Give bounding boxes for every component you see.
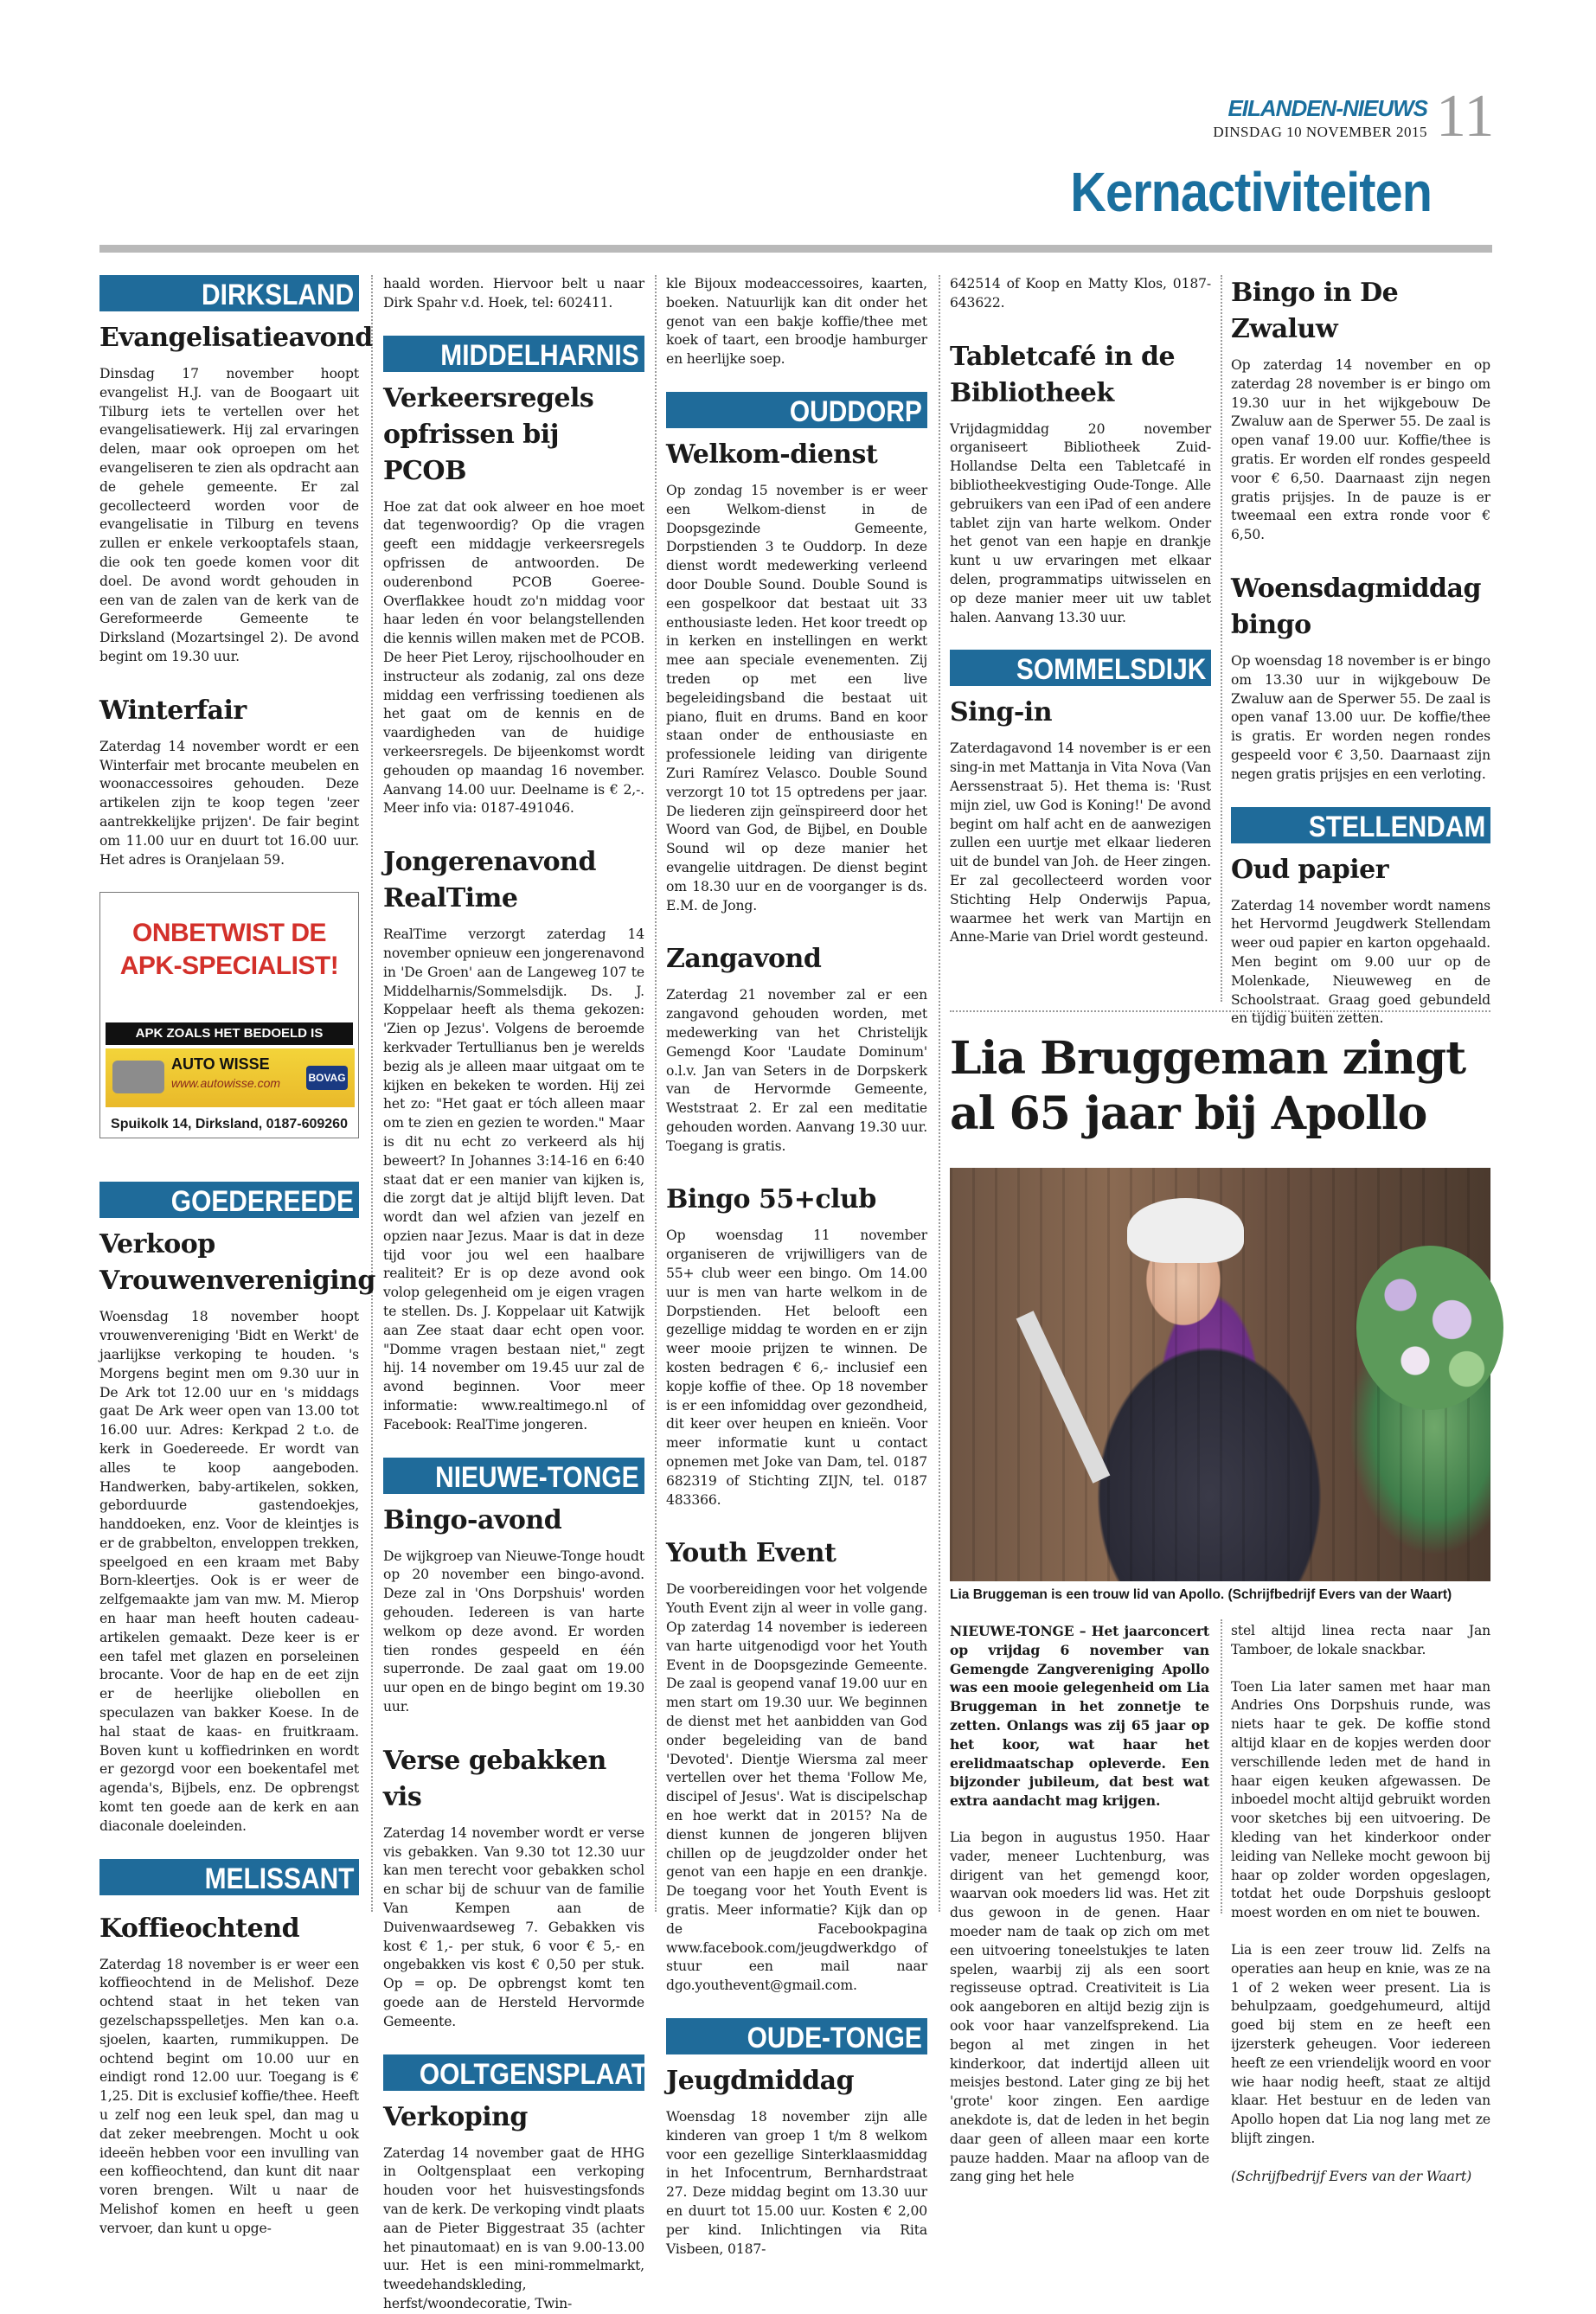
- feature-paragraph: Lia is een zeer trouw lid. Zelfs na operaties aan heup en knie, was ze na 1 of 2 weken weer present. Lia is behulpzaam, goedgehumeurd, altijd goed bij stem en ze heeft een ijzersterk geheugen. Voor iedereen heeft ze een vriendelijk woord en voor wie haar nodig heeft, staat ze altijd klaar. Het bestuur en de leden van Apollo hopen dat Lia nog lang met ze blijft zingen.: [1231, 1941, 1490, 2146]
- article-body: Zaterdag 21 november zal er een zangavond gehouden worden, met medewerking van het Christelijk Gemengd Koor 'Laudate Dominum' o.l.v. Jan van Seters in de Dorpskerk van de Hervormde Gemeente, Weststraat 2. Er zal een meditatie gehouden worden. Aanvang 19.30 uur. Toegang is gratis.: [666, 987, 927, 1154]
- ad-url: www.autowisse.com: [171, 1076, 281, 1091]
- article-body: Vrijdagmiddag 20 november organiseert Bibliotheek Zuid-Hollandse Delta een Tabletcafé in bibliotheekvestiging Oude-Tonge. Alle gebruikers van een iPad of een andere tablet zijn van harte welkom. Onder het genot van een hapje en drankje kunt u uw ervaringen met elkaar delen, programmatips uitwisselen en op deze manier meer uit uw tablet halen. Aanvang 13.30 uur.: [950, 420, 1211, 625]
- article-body: Op zondag 15 november is er weer een Welkom-dienst in de Doopsgezinde Gemeente, Dorpstienden 3 te Ouddorp. In deze dienst wordt medewerking verleend door Double Sound. Double Sound is een gospelkoor dat bestaat uit 33 enthousiaste leden. Het koor treedt op in kerken en instellingen en werkt mee aan speciale evenementen. Zij treden op met een live begeleidingsband die bestaat uit piano, fluit en drums. Band en koor staan onder de enthousiaste en professionele leiding van dirigente Zuri Ramírez Velasco. Double Sound verzorgt 10 tot 15 optredens per jaar. De liederen zijn geïnspireerd door het Woord van God, de Bijbel, en Double Sound wil op deze manier het evangelie uitdragen. De dienst begint om 18.30 uur en de voorganger is ds. E.M. de Jong.: [666, 482, 927, 913]
- article-body: Woensdag 18 november zijn alle kinderen van groep 1 t/m 8 welkom voor een gezellige Sinterklaasmiddag in het Infocentrum, Bernhardstraat 27. Deze middag begint om 13.30 uur en duurt tot 15.00 uur. Kosten € 2,00 per kind. Inlichtingen via Rita Visbeen, 0187-: [666, 2108, 927, 2257]
- feature-credit: (Schrijfbedrijf Evers van der Waart): [1231, 2168, 1472, 2184]
- masthead: [1151, 95, 1427, 141]
- article-body: Zaterdag 14 november wordt er verse vis gebakken. Van 9.30 tot 12.30 uur kan men terecht voor gebakken schol en schar bij de schuur van de familie Van Kempen aan de Duivenwaardseweg 7. Gebakken vis kost € 1,- per stuk, 6 voor € 5,- en ongebakken vis kost € 0,50 per stuk. Op = op. De opbrengst komt ten goede aan de Hersteld Hervormde Gemeente.: [383, 1824, 644, 2029]
- column-2: [383, 275, 648, 2314]
- article-title: Sing-in: [950, 697, 1053, 728]
- banner-oude-tonge: OUDE-TONGE: [666, 2018, 927, 2054]
- article-title: Woensdagmiddag bingo: [1231, 573, 1481, 640]
- column-5: [1231, 275, 1490, 1029]
- newspaper-brand: EILANDEN-NIEUWS: [1227, 95, 1427, 121]
- header-divider: [99, 245, 1492, 253]
- article-title: Bingo-avond: [383, 1504, 562, 1535]
- article-body: Op woensdag 18 november is er bingo om 13.30 uur in wijkgebouw De Zwaluw aan de Sperwer 55. De zaal is open vanaf 13.00 uur. De koffie/thee is gratis. Er worden negen rondes gespeeld voor € 3,50. Daarnaast zijn negen gratis prijsjes en een verloting.: [1231, 652, 1490, 782]
- article-body: Woensdag 18 november hoopt vrouwenvereniging 'Bidt en Werkt' de jaarlijkse verkoping te houden. 's Morgens begint men om 9.30 uur in De Ark tot 12.00 uur en 's middags gaat De Ark weer open van 13.00 tot 16.00 uur. Adres: Kerkpad 2 t.o. de kerk in Goedereede. Er wordt van alles te koop aangeboden. Handwerken, baby-artikelen, sokken, geborduurde gastendoekjes, handdoeken, enz. Voor de kleintjes is er de grabbelton, enveloppen trekken, speelgoed en een kraam met Baby Born-kleertjes. Ook is er weer de zelfgemaakte jam van mw. M. Mierop en haar man heeft houten cadeau-artikelen gemaakt. Deze keer is er een tafel met glazen en porseleinen brocante. Voor de hap en de eet zijn er de heerlijke oliebollen en speculazen van bakker Koese. In de hal staat de kaas- en fruitkraam. Boven kunt u koffiedrinken en wordt er gezorgd voor een boekentafel met agenda's, Bijbels, enz. De opbrengst komt ten goede aan de kerk en aan diaconale doeleinden.: [99, 1309, 359, 1834]
- article-body: Zaterdag 14 november wordt er een Winterfair met brocante meubelen en woonaccessoires gehouden. Deze artikelen zijn te koop tegen 'zeer aantrekkelijke prijzen'. De fair begint om 11.00 uur en duurt tot 16.00 uur. Het adres is Oranjelaan 59.: [99, 738, 359, 868]
- article-body: Zaterdagavond 14 november is er een sing-in met Mattanja in Vita Nova (Van Aerssenstraat 5). Het thema is: 'Rust mijn ziel, uw God is Koning!' De avond begint om half acht en de aanwezigen zullen een uurtje met elkaar liederen uit de bundel van Joh. de Heer zingen. Er zal gecollecteerd worden voor Stichting Help Onderwijs Papua, waarmee het werk van Martijn en Anne-Marie van Driel wordt gesteund.: [950, 740, 1211, 945]
- banner-nieuwe-tonge: NIEUWE-TONGE: [383, 1458, 644, 1494]
- column-divider: [655, 275, 657, 1912]
- article-body: Dinsdag 17 november hoopt evangelist H.J. van de Boogaart uit Tilburg iets te vertellen over het evangelisatiewerk. Hij zal ervaringen delen, maar ook oproepen om het evangeliseren te zien als opdracht aan de gehele gemeente. Er zal gecollecteerd worden voor de evangelisatie in Tilburg en tevens zullen er enkele verkooptafels staan, die ook ten goede komen voor dit doel. De avond wordt gehouden in een van de zalen van de kerk van de Gereformeerde Gemeente te Dirksland (Mozartsingel 2). De avond begint om 19.30 uur.: [99, 366, 359, 664]
- feature-paragraph: stel altijd linea recta naar Jan Tamboer, de lokale snackbar.: [1231, 1623, 1490, 1657]
- feature-column-2: [1231, 1622, 1490, 2187]
- bovag-badge: BOVAG: [306, 1066, 348, 1090]
- section-title: Kernactiviteiten: [1070, 161, 1432, 223]
- column-1: [99, 275, 375, 2239]
- banner-ooltgensplaat: OOLTGENSPLAAT: [383, 2054, 644, 2091]
- article-body: Zaterdag 14 november gaat de HHG in Ooltgensplaat een verkoping houden voor het huisvestingsfonds van de kerk. De verkoping vindt plaats aan de Pieter Biggestraat 35 (achter het pinautomaat) en is van 9.00-13.00 uur. Het is een mini-rommelmarkt, tweedehandskleding, herfst/woondecoratie, Twin-: [383, 2144, 644, 2311]
- article-body: Op zaterdag 14 november en op zaterdag 28 november is er bingo om 19.30 uur in het wijkgebouw De Zwaluw aan de Sperwer 55. De zaal is open vanaf 19.00 uur. Koffie/thee is gratis. Er worden elf rondes gespeeld voor € 6,50. Daarnaast zijn negen gratis prijsjes. In de pauze is er tweemaal een extra ronde voor € 6,50.: [1231, 357, 1490, 543]
- ad-address: Spuikolk 14, Dirksland, 0187-609260: [111, 1117, 348, 1132]
- column-divider: [371, 275, 373, 1912]
- issue-date: DINSDAG 10 NOVEMBER 2015: [1213, 124, 1427, 140]
- advertisement-auto-wisse[interactable]: [99, 892, 359, 1138]
- feature-paragraph: Toen Lia later samen met haar man Andries Ons Dorpshuis runde, was niets haar te gek. De koffie stond altijd klaar en de kopjes werden door verschillende leden met de hand in haar eigen keuken afgewassen. De inboedel mocht altijd gebruikt worden voor sketches bij een uitvoering. De kleding van het kinderkoor onder leiding van Nelleke mocht gewoon bij haar op zolder worden opgeslagen, totdat het oude Dorpshuis gesloopt moest worden en om niet te bouwen.: [1231, 1678, 1490, 1921]
- article-title: Verkoping: [383, 2101, 528, 2132]
- article-title: Youth Event: [666, 1538, 836, 1569]
- feature-article: [950, 1012, 1490, 1142]
- article-continuation: kle Bijoux modeaccessoires, kaarten, boeken. Natuurlijk kan dit onder het genot van een bakje koffie/thee met koek of taart, een broodje hamburger en heerlijke soep.: [666, 276, 927, 368]
- banner-goedereede: GOEDEREEDE: [99, 1182, 359, 1218]
- article-title: Jongerenavond RealTime: [383, 847, 596, 914]
- article-title: Oud papier: [1231, 854, 1389, 885]
- article-body: Hoe zat dat ook alweer en hoe moet dat tegenwoordig? Op die vragen geeft een middagje verkeersregels opfrissen de antwoorden. De ouderenbond PCOB Goeree-Overflakkee houdt zo'n middag voor haar leden én voor belangstellenden die kennis willen maken met de PCOB. De heer Piet Leroy, rijschoolhouder en instructeur als zodanig, zal ons deze middag een verfrissing toedienen als het gaat om de kennis en de vaardigheden van de huidige verkeersregels. De bijeenkomst wordt gehouden op maandag 16 november. Aanvang 14.00 uur. Deelname is € 2,-. Meer info via: 0187-491046.: [383, 498, 644, 817]
- car-icon: [112, 1061, 164, 1093]
- article-body: De wijkgroep van Nieuwe-Tonge houdt op 20 november een bingo-avond. Deze zal in 'Ons Dorpshuis' worden gehouden. Iedereen is van harte welkom op deze avond. Er worden tien rondes gespeeld en één superronde. De zaal gaat om 19.00 uur open en de bingo begint om 19.30 uur.: [383, 1548, 644, 1715]
- feature-paragraph: Lia begon in augustus 1950. Haar vader, meneer Luchtenburg, was dirigent van het gemengd koor, waarvan ook moeders lid was. Het zit dus gewoon in de genen. Haar moeder nam de taak op zich om met een uitvoering toneelstukjes te laten spelen, waarbij zij als een soort regisseuse optrad. Creativiteit is Lia ook aangeboren en altijd bezig zijn is ook voor haar vanzelfsprekend. Lia begon al met zingen in het kinderkoor, dat indertijd alleen uit meisjes bestond. Later ging ze bij het 'grote' koor zingen. Een aardige anekdote is, dat de leden in het begin daar geen of alleen maar een korte pauze hadden. Maar na afloop van de zang ging het hele: [950, 1829, 1209, 2185]
- article-body: Op woensdag 11 november organiseren de vrijwilligers van de 55+ club weer een bingo. Om 14.00 uur is men van harte welkom in de Dorpstienden. Het belooft een gezellige middag te worden en er zijn weer mooie prijzen te winnen. De kosten bedragen € 6,- inclusief een kopje koffie of thee. Op 18 november is er een infomiddag over gezondheid, dit keer over heupen en knieën. Voor meer informatie kunt u contact opnemen met Joke van Dam, tel. 0187 682319 of Stichting ZIJN, tel. 0187 483366.: [666, 1228, 927, 1508]
- article-title: Verkoop Vrouwenvereniging: [99, 1229, 375, 1297]
- photo-caption: Lia Bruggeman is een trouw lid van Apollo. (Schrijfbedrijf Evers van der Waart): [950, 1587, 1452, 1602]
- article-continuation: 642514 of Koop en Matty Klos, 0187-643622.: [950, 276, 1211, 311]
- banner-melissant: MELISSANT: [99, 1859, 359, 1895]
- article-continuation: haald worden. Hiervoor belt u naar Dirk Spahr v.d. Hoek, tel: 602411.: [383, 276, 644, 311]
- article-title: Jeugdmiddag: [666, 2065, 855, 2096]
- bouquet-icon: [1356, 1246, 1503, 1410]
- article-body: RealTime verzorgt zaterdag 14 november opnieuw een jongerenavond in 'De Groen' aan de Langeweg 107 te Middelharnis/Sommelsdijk. Ds. J. Koppelaar heeft als thema gekozen: 'Zien op Jezus'. Volgens de beroemde kerkvader Tertullianus ben je werelds bezig als je alleen maar uitgaat om te kijken en bekeken te worden. Hij zei het zo: "Het gaat er tóch alleen maar om te zien en gezien te worden." Maar is dit nu echt zo verkeerd als hij beweert? In Johannes 3:14-16 en 6:40 staat dat er een manier van kijken is, die zorgt dat je altijd blijft leven. Dat wordt dan wel afzien van jezelf en opzien naar Jezus. Maar is dat in deze tijd voor jou wel een haalbare realiteit? Er is op deze avond ook volop gelegenheid om je eigen vragen te stellen. Ds. J. Koppelaar uit Katwijk aan Zee staat daar echt open voor. "Domme vragen bestaan niet," zegt hij. 14 november om 19.45 uur zal de avond beginnen. Voor meer informatie: www.realtimego.nl of Facebook: RealTime jongeren.: [383, 926, 644, 1433]
- ad-headline: ONBETWIST DE APK-SPECIALIST!: [119, 919, 339, 981]
- article-body: De voorbereidingen voor het volgende Youth Event zijn al weer in volle gang. Op zaterdag 14 november is iedereen van harte uitgenodigd voor het Youth Event in de Doopsgezinde Gemeente. De zaal is geopend vanaf 19.00 uur en men start om 19.30 uur. We beginnen de dienst met het aanbidden van God onder begeleiding van de band 'Devoted'. Dientje Wiersma zal meer vertellen over het thema 'Follow Me, discipel of Jesus'. Wat is discipelschap en hoe werkt dat in 2015? Na de dienst kunnen de jongeren blijven chillen op de jeugdzolder onder het genot van een hapje en een drankje. De toegang voor het Youth Event is gratis. Meer informatie? Kijk dan op de Facebookpagina www.facebook.com/jeugdwerkdgo of stuur een mail naar dgo.youthevent@gmail.com.: [666, 1581, 927, 1994]
- article-title: Winterfair: [99, 695, 247, 726]
- column-divider: [939, 275, 940, 1912]
- column-4: [950, 275, 1211, 947]
- page-number: 11: [1436, 83, 1495, 150]
- column-3: [666, 275, 927, 2259]
- article-title: Bingo 55+club: [666, 1184, 876, 1215]
- column-divider: [1221, 1619, 1222, 1913]
- article-body: Zaterdag 14 november wordt namens het Hervormd Jeugdwerk Stellendam weer oud papier en karton opgehaald. Men begint om 9.00 uur op de Molenkade, Nieuweweg en de Schoolstraat. Graag goed gebundeld en tijdig buiten zetten.: [1231, 897, 1490, 1027]
- feature-column-1: [950, 1622, 1209, 2187]
- ad-tagline: APK ZOALS HET BEDOELD IS: [106, 1022, 353, 1045]
- banner-dirksland: DIRKSLAND: [99, 275, 359, 311]
- article-title: Zangavond: [666, 944, 822, 975]
- article-title: Verse gebakken vis: [383, 1745, 606, 1812]
- banner-sommelsdijk: SOMMELSDIJK: [950, 650, 1211, 686]
- ad-company: AUTO WISSE: [171, 1055, 270, 1074]
- article-title: Tabletcafé in de Bibliotheek: [950, 341, 1176, 408]
- feature-photo: [950, 1168, 1490, 1581]
- feature-lead: NIEUWE-TONGE – Het jaarconcert op vrijdag 6 november van Gemengde Zangvereniging Apollo was een mooie gelegenheid om Lia Bruggeman in het zonnetje te zetten. Onlangs was zij 65 jaar op het koor, wat haar het erelidmaatschap opleverde. Een bijzonder jubileum, dat best wat extra aandacht mag krijgen.: [950, 1623, 1209, 1810]
- banner-stellendam: STELLENDAM: [1231, 807, 1490, 843]
- article-body: Zaterdag 18 november is er weer een koffieochtend in de Melishof. Deze ochtend staat in het teken van gezelschapsspelletjes. Men kan o.a. sjoelen, kaarten, rummikuppen. De ochtend begint om 10.00 uur en eindigt rond 12.00 uur. Toegang is € 1,25. Dit is exclusief koffie/thee. Heeft u zelf nog een leuk spel, dan mag u dat zeker meebrengen. Mocht u ook ideeën hebben voor een invulling van een koffieochtend, dan kunt dit naar voren brengen. Wilt u naar de Melishof komen en heeft u geen vervoer, dan kunt u opge-: [99, 1956, 359, 2236]
- banner-middelharnis: MIDDELHARNIS: [383, 336, 644, 372]
- article-title: Evangelisatieavond: [99, 323, 373, 353]
- article-title: Koffieochtend: [99, 1913, 300, 1944]
- ad-logo: [106, 1048, 355, 1107]
- feature-headline: Lia Bruggeman zingt al 65 jaar bij Apollo: [950, 1032, 1466, 1140]
- article-title: Welkom-dienst: [666, 439, 878, 470]
- column-divider: [1221, 275, 1222, 1002]
- banner-ouddorp: OUDDORP: [666, 392, 927, 428]
- article-title: Bingo in De Zwaluw: [1231, 278, 1399, 344]
- article-title: Verkeersregels opfrissen bij PCOB: [383, 382, 594, 486]
